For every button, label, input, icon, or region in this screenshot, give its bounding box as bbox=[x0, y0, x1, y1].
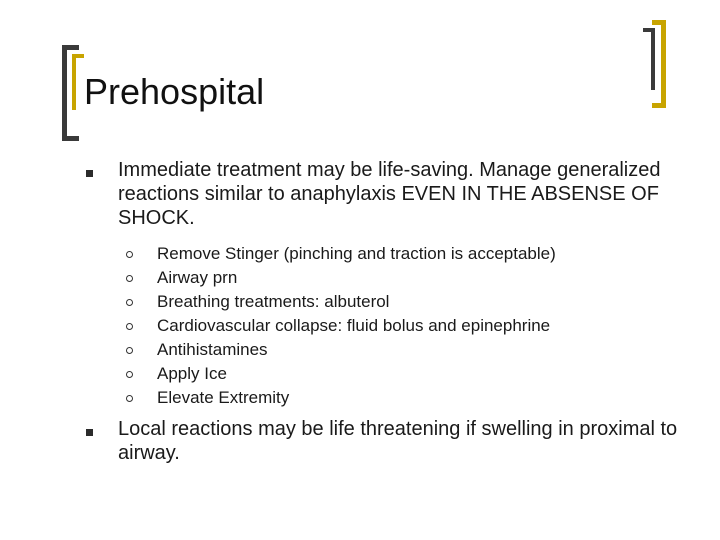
bullet-text: Local reactions may be life threatening if swelling in proximal to airway. bbox=[118, 418, 678, 464]
circle-bullet-icon bbox=[126, 395, 133, 402]
square-bullet-icon bbox=[86, 429, 93, 436]
sub-bullet-item bbox=[93, 290, 678, 314]
bullet-list bbox=[86, 158, 686, 465]
sub-bullet-list bbox=[118, 242, 678, 410]
circle-bullet-icon bbox=[126, 323, 133, 330]
sub-bullet-item bbox=[93, 362, 678, 386]
sub-bullet-text: Breathing treatments: albuterol bbox=[157, 292, 390, 311]
square-bullet-icon bbox=[86, 170, 93, 177]
sub-bullet-item bbox=[93, 314, 678, 338]
sub-bullet-text: Cardiovascular collapse: fluid bolus and epinephrine bbox=[157, 316, 551, 335]
sub-bullet-text: Airway prn bbox=[157, 268, 238, 287]
circle-bullet-icon bbox=[126, 299, 133, 306]
bracket-left-gold-decoration bbox=[72, 54, 84, 110]
bullet-item-1 bbox=[86, 158, 686, 410]
sub-bullet-text: Remove Stinger (pinching and traction is acceptable) bbox=[157, 244, 556, 263]
sub-bullet-item bbox=[93, 266, 678, 290]
bullet-item-2 bbox=[86, 417, 686, 465]
bracket-right-dark-decoration bbox=[643, 28, 655, 90]
circle-bullet-icon bbox=[126, 251, 133, 258]
sub-bullet-item bbox=[93, 338, 678, 362]
sub-bullet-item bbox=[93, 386, 678, 410]
slide-title: Prehospital bbox=[84, 71, 265, 112]
circle-bullet-icon bbox=[126, 347, 133, 354]
sub-bullet-item bbox=[93, 242, 678, 266]
bullet-text: Immediate treatment may be life-saving. Manage generalized reactions similar to anaphylaxis EVEN IN THE ABSENSE OF SHOCK. bbox=[118, 159, 661, 229]
circle-bullet-icon bbox=[126, 371, 133, 378]
sub-bullet-text: Elevate Extremity bbox=[157, 388, 290, 407]
sub-bullet-text: Antihistamines bbox=[157, 340, 268, 359]
circle-bullet-icon bbox=[126, 275, 133, 282]
sub-bullet-text: Apply Ice bbox=[157, 364, 227, 383]
